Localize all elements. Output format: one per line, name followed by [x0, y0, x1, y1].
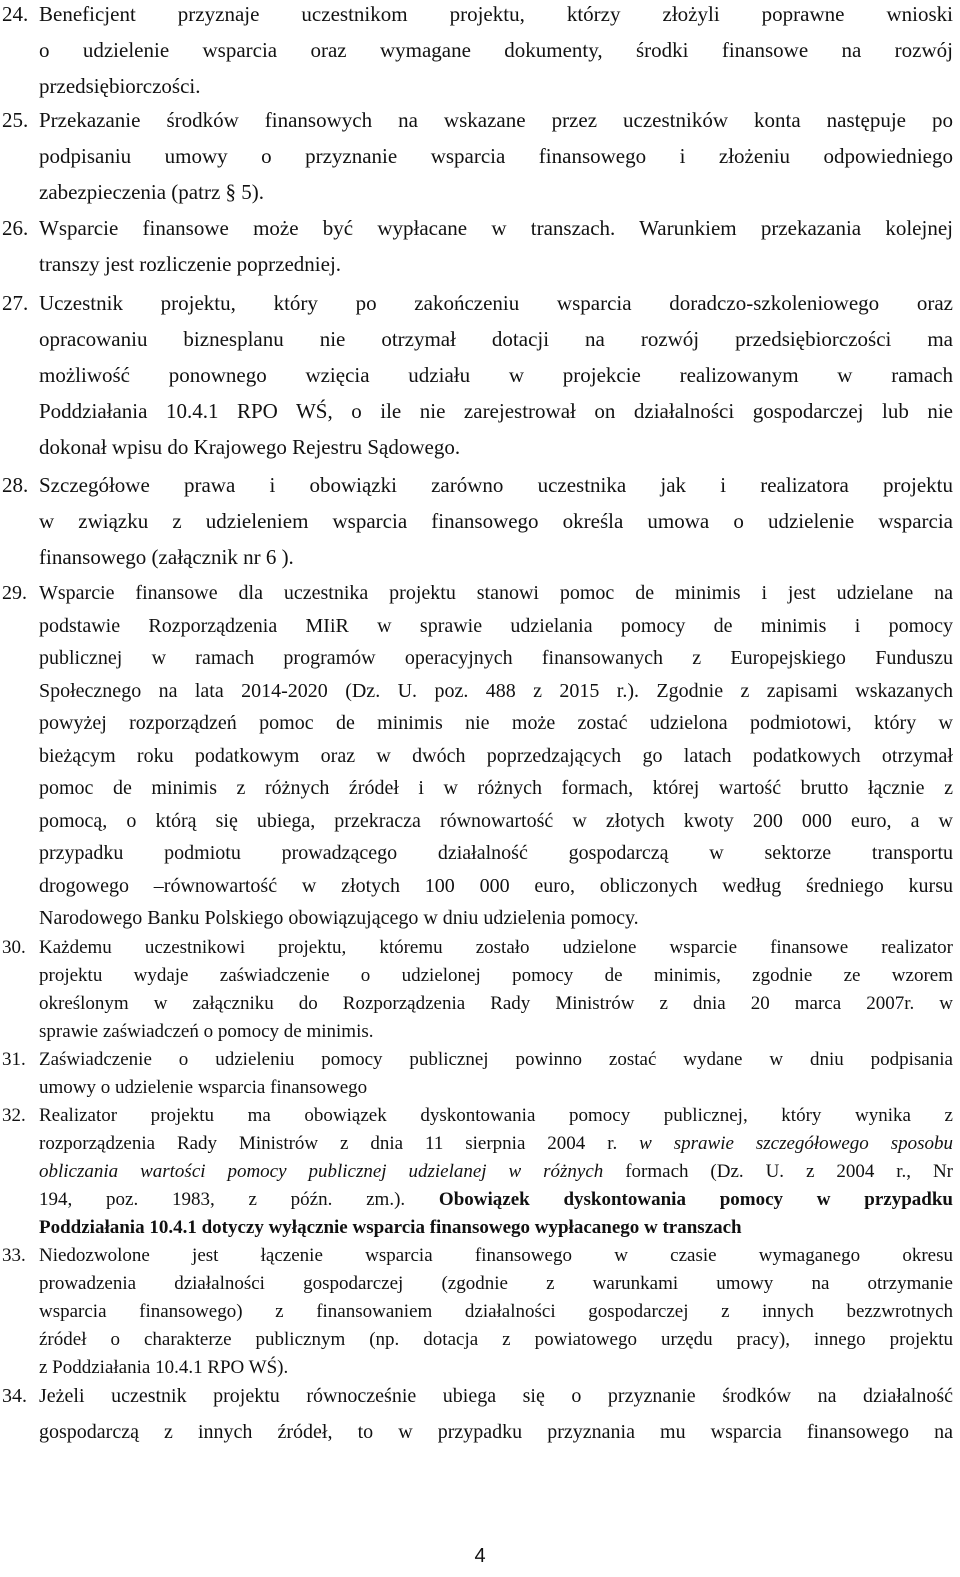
- item-number: 32.: [2, 1105, 26, 1126]
- item-number: 26.: [2, 216, 29, 240]
- item-text-line: Jeżeli uczestnik projektu równocześnie ubiega się o przyznanie środków na działalność: [39, 1385, 953, 1407]
- item-text-line: przypadku podmiotu prowadzącego działalność gospodarczą w sektorze transportu: [39, 842, 953, 864]
- regulation-title-italic: obliczania wartości pomocy publicznej udzielanej w różnych: [39, 1161, 604, 1182]
- item-number: 25.: [2, 108, 29, 132]
- journal-reference: 194, poz. 1983, z późn. zm.).: [39, 1189, 406, 1210]
- regulation-title-italic: w sprawie szczegółowego sposobu: [639, 1133, 953, 1154]
- item-text-line: wsparcia finansowego) z finansowaniem działalności gospodarczej z innych bezzwrotnych: [39, 1301, 953, 1322]
- item-number: 31.: [2, 1049, 26, 1070]
- item-text-line: Realizator projektu ma obowiązek dyskontowania pomocy publicznej, który wynika z: [39, 1105, 953, 1126]
- item-text-line: Poddziałania 10.4.1 RPO WŚ, o ile nie zarejestrował on działalności gospodarczej lub nie: [39, 399, 953, 423]
- item-text-line: Każdemu uczestnikowi projektu, któremu zostało udzielone wsparcie finansowe realizator: [39, 937, 953, 958]
- item-text-line: [39, 1158, 953, 1186]
- item-text-line: [39, 1130, 953, 1158]
- item-text-line: sprawie zaświadczeń o pomocy de minimis.: [39, 1021, 374, 1042]
- page-number: 4: [474, 1545, 486, 1567]
- item-number: 30.: [2, 937, 26, 958]
- item-text-line: publicznej w ramach programów operacyjnych finansowanych z Europejskiego Funduszu: [39, 647, 953, 669]
- bold-statement: Obowiązek dyskontowania pomocy w przypadku: [438, 1189, 953, 1210]
- item-number: 27.: [2, 291, 29, 315]
- item-text-line: Uczestnik projektu, który po zakończeniu wsparcia doradczo-szkoleniowego oraz: [39, 291, 953, 315]
- item-text-line: w związku z udzieleniem wsparcia finansowego określa umowa o udzielenie wsparcia: [39, 509, 953, 533]
- item-text-line: Społecznego na lata 2014-2020 (Dz. U. poz. 488 z 2015 r.). Zgodnie z zapisami wskazanych: [39, 679, 953, 702]
- item-text-line: podstawie Rozporządzenia MIiR w sprawie udzielania pomocy de minimis i pomocy: [39, 614, 953, 637]
- item-text-line: bieżącym roku podatkowym oraz w dwóch poprzedzających go latach podatkowych otrzymał: [39, 744, 953, 767]
- item-text-line: Niedozwolone jest łączenie wsparcia finansowego w czasie wymaganego okresu: [39, 1245, 953, 1266]
- journal-reference: formach (Dz. U. z 2004 r., Nr: [625, 1161, 954, 1182]
- item-text-line: opracowaniu biznesplanu nie otrzymał dotacji na rozwój przedsiębiorczości ma: [39, 327, 953, 351]
- item-text-line: określonym w załączniku do Rozporządzenia Rady Ministrów z dnia 20 marca 2007r. w: [39, 993, 953, 1014]
- item-text-line: o udzielenie wsparcia oraz wymagane dokumenty, środki finansowe na rozwój: [39, 38, 953, 62]
- item-text-line: dokonał wpisu do Krajowego Rejestru Sądowego.: [39, 435, 461, 459]
- item-text-line: Wsparcie finansowe dla uczestnika projektu stanowi pomoc de minimis i jest udzielane na: [39, 582, 953, 604]
- item-text-line: Wsparcie finansowe może być wypłacane w transzach. Warunkiem przekazania kolejnej: [39, 216, 953, 240]
- item-number: 34.: [2, 1385, 27, 1407]
- item-text-line: zabezpieczenia (patrz § 5).: [39, 180, 265, 204]
- item-text-line: z Poddziałania 10.4.1 RPO WŚ).: [39, 1357, 289, 1378]
- regulation-reference: rozporządzenia Rady Ministrów z dnia 11 sierpnia 2004 r.: [39, 1133, 618, 1154]
- item-text-line: gospodarczą z innych źródeł, to w przypadku przyznania mu wsparcia finansowego na: [39, 1421, 953, 1443]
- item-text-line: drogowego –równowartość w złotych 100 000 euro, obliczonych według średniego kursu: [39, 874, 953, 897]
- item-text-line: umowy o udzielenie wsparcia finansowego: [39, 1077, 368, 1098]
- item-text-line: Szczegółowe prawa i obowiązki zarówno uczestnika jak i realizatora projektu: [39, 473, 953, 497]
- item-text-line: pomocą, o którą się ubiega, przekracza równowartość w złotych kwoty 200 000 euro, a w: [39, 809, 953, 832]
- item-text-line: [39, 1186, 953, 1214]
- item-number: 33.: [2, 1245, 26, 1266]
- item-number: 28.: [2, 473, 29, 497]
- item-text-line: finansowego (załącznik nr 6 ).: [39, 545, 294, 569]
- item-text-line: możliwość ponownego wzięcia udziału w projekcie realizowanym w ramach: [39, 363, 953, 387]
- item-text-line: źródeł o charakterze publicznym (np. dotacja z powiatowego urzędu pracy), innego projektu: [39, 1329, 953, 1350]
- item-text-line: Poddziałania 10.4.1 dotyczy wyłącznie wsparcia finansowego wypłacanego w transzach: [39, 1217, 742, 1238]
- item-text-line: Narodowego Banku Polskiego obowiązującego w dniu udzielenia pomocy.: [39, 907, 639, 929]
- item-text-line: projektu wydaje zaświadczenie o udzielonej pomocy de minimis, zgodnie ze wzorem: [39, 965, 953, 986]
- item-text-line: pomoc de minimis z różnych źródeł i w różnych formach, której wartość brutto łącznie z: [39, 777, 953, 799]
- item-text-line: prowadzenia działalności gospodarczej (zgodnie z warunkami umowy na otrzymanie: [39, 1273, 953, 1294]
- item-text-line: przedsiębiorczości.: [39, 74, 201, 98]
- item-text-line: Przekazanie środków finansowych na wskazane przez uczestników konta następuje po: [39, 108, 953, 132]
- item-number: 24.: [2, 2, 29, 26]
- item-text-line: powyżej rozporządzeń pomoc de minimis nie może zostać udzielona podmiotowi, który w: [39, 712, 953, 734]
- item-text-line: Beneficjent przyznaje uczestnikom projektu, którzy złożyli poprawne wnioski: [39, 2, 953, 26]
- item-text-line: Zaświadczenie o udzieleniu pomocy publicznej powinno zostać wydane w dniu podpisania: [39, 1049, 953, 1070]
- item-text-line: podpisaniu umowy o przyznanie wsparcia finansowego i złożeniu odpowiedniego: [39, 144, 953, 168]
- item-text-line: transzy jest rozliczenie poprzedniej.: [39, 252, 342, 276]
- item-number: 29.: [2, 582, 27, 604]
